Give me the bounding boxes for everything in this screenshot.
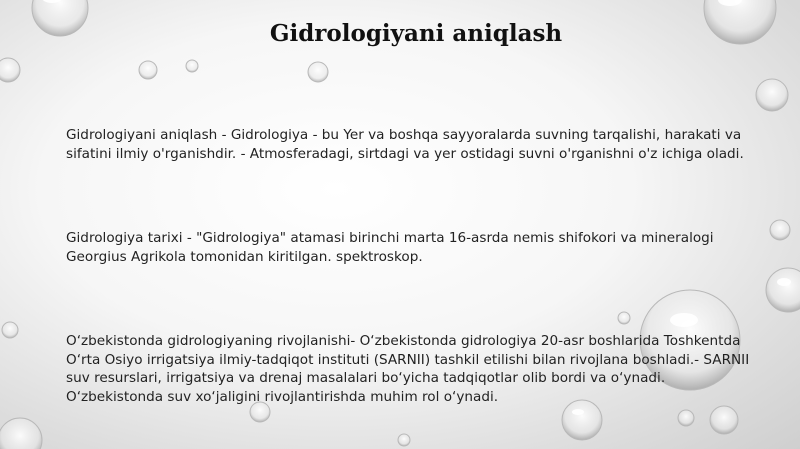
- paragraph-uzbekistan: O‘zbekistonda gidrologiyaning rivojlanishi- O‘zbekistonda gidrologiya 20-asr boshlarida Toshkentda O‘rta Osiyo irrigatsiya ilmiy-tadqiqot instituti (SARNII) tashkil etilishi bilan rivojlana boshladi.- SARNII suv resurslari, irrigatsiya va drenaj masalalari bo‘yicha tadqiqotlar olib bordi va o‘ynadi. O‘zbekistonda suv xo‘jaligini rivojlantirishda muhim rol o‘ynadi.: [66, 333, 750, 405]
- paragraph-history: Gidrologiya tarixi - "Gidrologiya" atamasi birinchi marta 16-asrda nemis shifokori va mineralogi Georgius Agrikola tomonidan kiritilgan. spektroskop.: [66, 230, 714, 265]
- paragraph-definition: Gidrologiyani aniqlash - Gidrologiya - bu Yer va boshqa sayyoralarda suvning tarqalishi, harakati va sifatini ilmiy o'rganishdir. - Atmosferadagi, sirtdagi va yer ostidagi suvni o'rganishni o'z ichiga oladi.: [66, 127, 744, 162]
- slide-title: Gidrologiyani aniqlash: [269, 20, 563, 47]
